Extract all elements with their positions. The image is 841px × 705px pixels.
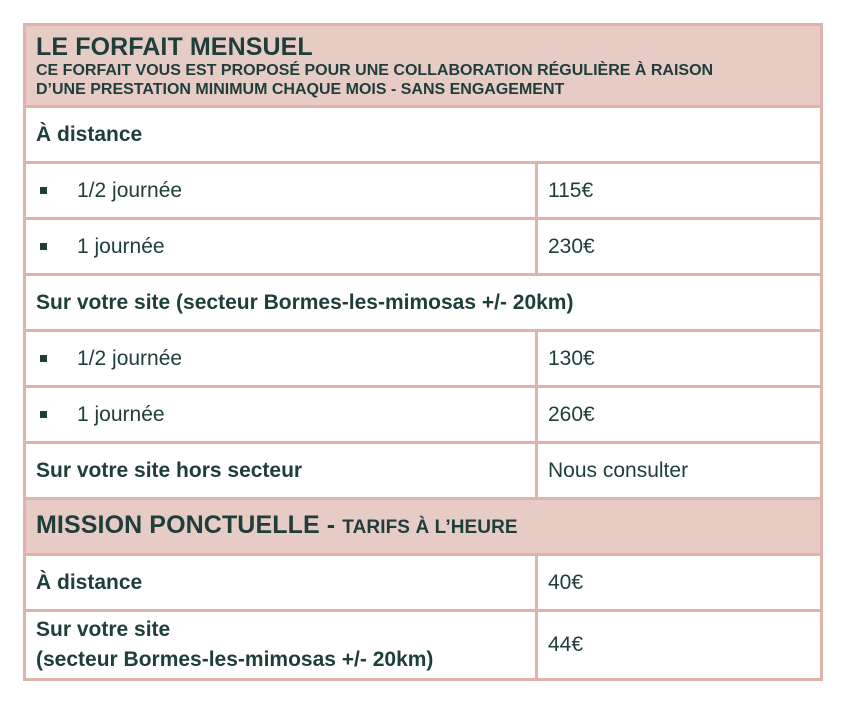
table-row: [25, 611, 822, 680]
section-site-label: Sur votre site (secteur Bormes-les-mimosas +/- 20km): [36, 290, 574, 314]
section-distance-label: À distance: [36, 122, 143, 146]
hors-secteur-value-cell: [537, 443, 822, 499]
mission-site-price: 44€: [548, 633, 584, 656]
bullet-icon: [40, 243, 47, 250]
row-label: 1/2 journée: [77, 346, 183, 370]
mission-site-price-cell: [537, 611, 822, 680]
row-label-cell: [25, 331, 537, 387]
table-row: [25, 219, 822, 275]
mission-distance-price: 40€: [548, 570, 584, 594]
row-label-cell: [25, 219, 537, 275]
hors-secteur-value: Nous consulter: [548, 458, 689, 482]
bullet-icon: [40, 355, 47, 362]
mission-title: [36, 511, 518, 539]
table-row: [25, 443, 822, 499]
mission-distance-price-cell: [537, 555, 822, 611]
row-price: 230€: [548, 234, 595, 258]
mission-title-suffix: TARIFS À L’HEURE: [342, 517, 518, 538]
hors-secteur-label-cell: [25, 443, 537, 499]
row-price-cell: [537, 163, 822, 219]
mission-site-label-line1: Sur votre site: [36, 618, 171, 641]
row-label-cell: [25, 163, 537, 219]
pricing-table: [23, 23, 823, 681]
forfait-header: [25, 25, 822, 107]
forfait-subtitle-line2: D’UNE PRESTATION MINIMUM CHAQUE MOIS - SANS ENGAGEMENT: [36, 80, 565, 98]
bullet-icon: [40, 411, 47, 418]
section-site: [25, 275, 822, 331]
row-label: 1 journée: [77, 234, 165, 258]
mission-site-label-cell: [25, 611, 537, 680]
row-price: 260€: [548, 402, 595, 426]
mission-distance-label-cell: [25, 555, 537, 611]
table-row: [25, 387, 822, 443]
mission-site-label-line2: (secteur Bormes-les-mimosas +/- 20km): [36, 648, 434, 671]
row-label-cell: [25, 387, 537, 443]
row-label: 1 journée: [77, 402, 165, 426]
table-row: [25, 555, 822, 611]
row-price-cell: [537, 219, 822, 275]
row-label: 1/2 journée: [77, 178, 183, 202]
mission-distance-label: À distance: [36, 570, 143, 594]
row-price-cell: [537, 331, 822, 387]
section-distance: [25, 107, 822, 163]
hors-secteur-label: Sur votre site hors secteur: [36, 458, 303, 482]
table-row: [25, 331, 822, 387]
mission-header: [25, 499, 822, 555]
bullet-icon: [40, 187, 47, 194]
forfait-subtitle-line1: CE FORFAIT VOUS EST PROPOSÉ POUR UNE COLLABORATION RÉGULIÈRE À RAISON: [36, 61, 714, 79]
row-price: 130€: [548, 346, 595, 370]
mission-title-main: MISSION PONCTUELLE -: [36, 511, 336, 539]
forfait-title: LE FORFAIT MENSUEL: [36, 32, 313, 61]
row-price-cell: [537, 387, 822, 443]
row-price: 115€: [548, 178, 594, 202]
table-row: [25, 163, 822, 219]
